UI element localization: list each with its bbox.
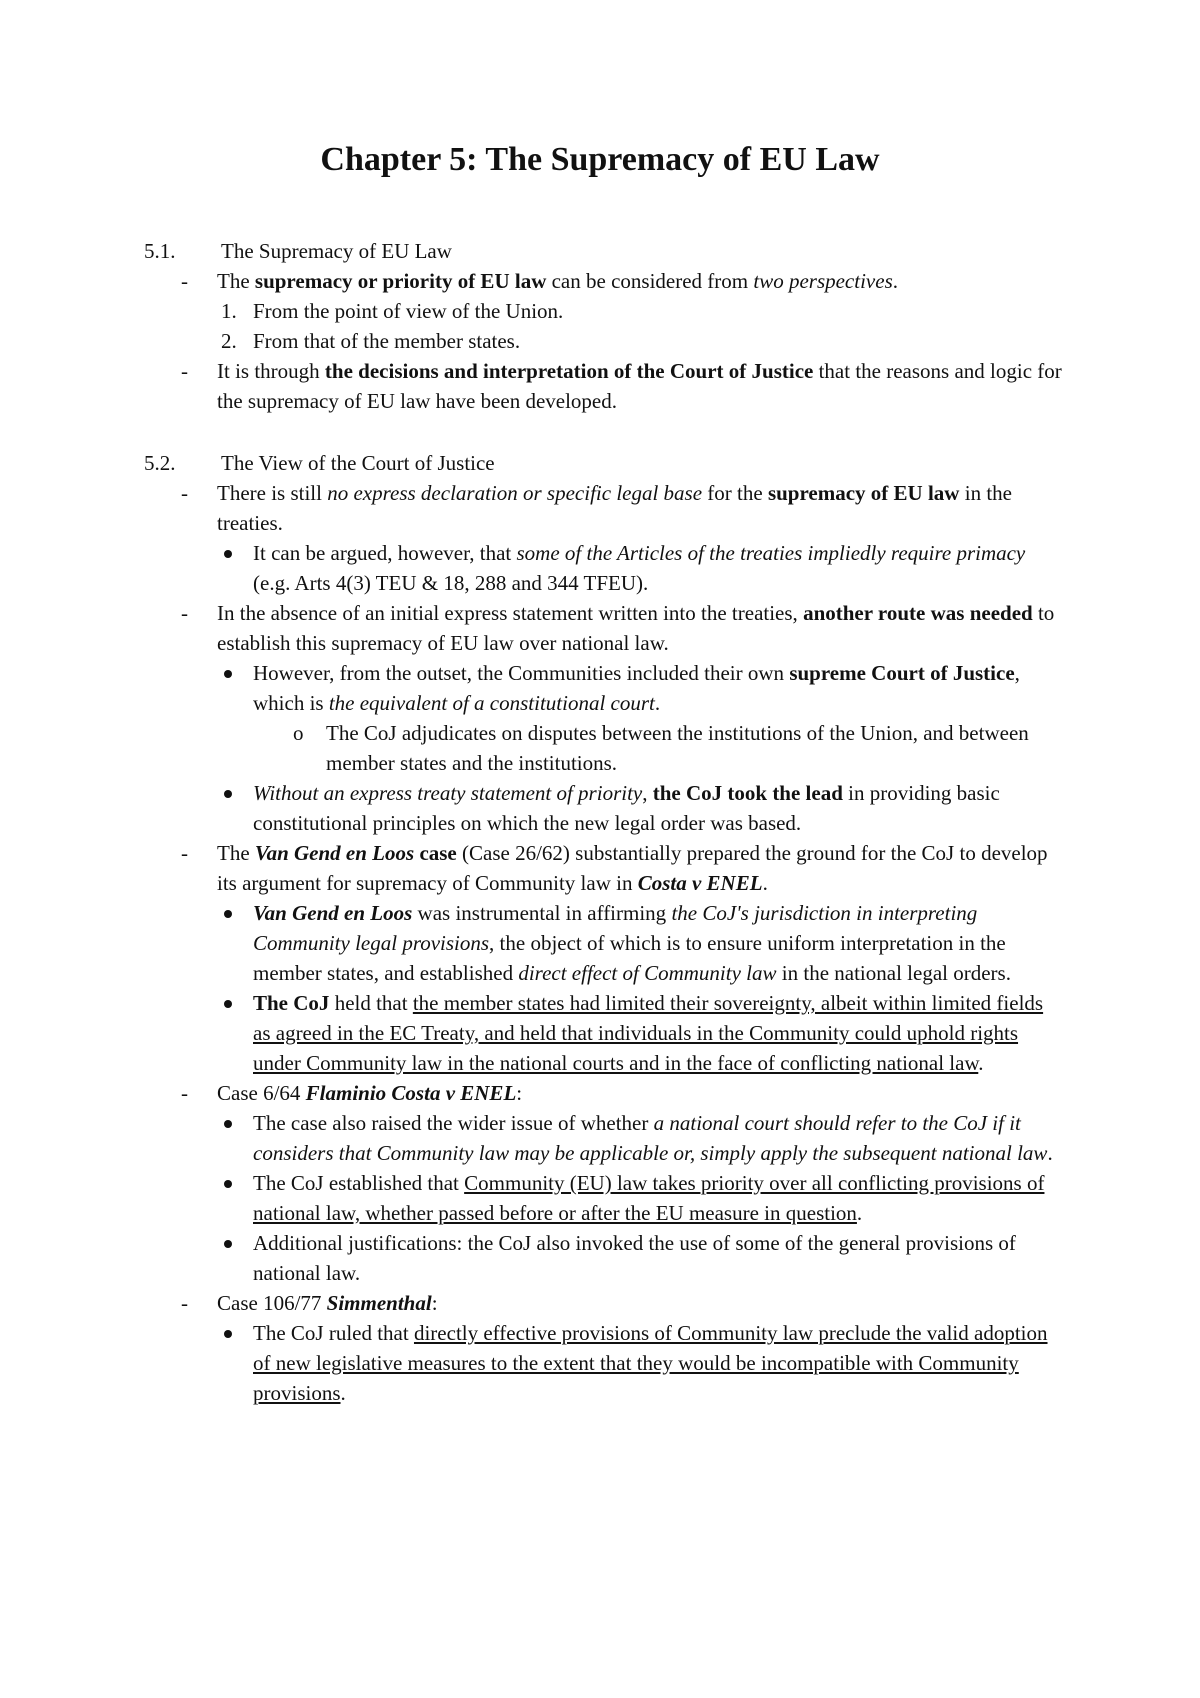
underlined-text: directly effective provisions of Community law preclude the valid adoption of new legislative measures to the extent that they would be incompatible with Community provisions	[253, 1321, 1048, 1405]
bullet-icon	[224, 1240, 232, 1248]
italic-text: some of the Articles of the treaties impliedly require primacy	[516, 541, 1026, 565]
section-title: The View of the Court of Justice	[221, 451, 495, 475]
dash-item	[144, 478, 1064, 538]
text: In the absence of an initial express statement written into the treaties,	[217, 601, 804, 625]
text: The	[217, 841, 255, 865]
bold-text: supreme Court of Justice	[789, 661, 1015, 685]
text: .	[856, 1201, 863, 1225]
bullet-item	[144, 988, 1064, 1078]
bold-text	[327, 1291, 432, 1315]
bullet-item	[144, 538, 1064, 598]
text: (e.g. Arts 4(3) TEU & 18, 288 and 344 TFEU).	[253, 571, 649, 595]
italic-text: Without an express treaty statement of priority	[253, 781, 643, 805]
bold-text	[255, 841, 414, 865]
text: :	[431, 1291, 438, 1315]
chapter-title: Chapter 5: The Supremacy of EU Law	[320, 141, 880, 178]
number-marker: 1.	[221, 299, 237, 323]
text: .	[762, 871, 768, 895]
bullet-item	[144, 1168, 1064, 1228]
text: .	[654, 691, 661, 715]
dash-marker: -	[181, 359, 188, 383]
text: can be considered from	[546, 269, 754, 293]
bullet-item	[144, 1108, 1064, 1168]
bold-italic-text: Simmenthal	[326, 1291, 432, 1315]
text: From that of the member states.	[253, 329, 521, 353]
text: The CoJ adjudicates on disputes between the institutions of the Union, and between member states and the institutions.	[326, 721, 1029, 775]
chapter-body	[144, 236, 1064, 1408]
text: It can be argued, however, that	[253, 541, 517, 565]
section-number: 5.1.	[144, 239, 176, 263]
section-heading-5-1	[144, 236, 1064, 266]
text: was instrumental in affirming	[412, 901, 672, 925]
text: in the national legal orders.	[776, 961, 1011, 985]
bold-italic-text: Van Gend en Loos	[254, 841, 415, 865]
bullet-item	[144, 778, 1064, 838]
sub-bullet-item	[144, 718, 1064, 778]
bullet-icon	[224, 1120, 232, 1128]
text: (Case 26/62) substantially prepared the ground for the CoJ to develop its argument for supremacy of Community law in	[217, 841, 1048, 895]
numbered-item	[144, 326, 1064, 356]
circle-marker: o	[293, 721, 304, 745]
text: Additional justifications: the CoJ also invoked the use of some of the general provisions of national law.	[253, 1231, 1016, 1285]
text: .	[978, 1051, 984, 1075]
italic-text: the equivalent of a constitutional court	[328, 691, 655, 715]
bullet-icon	[224, 1330, 232, 1338]
text: It is through	[217, 359, 325, 383]
text: in providing basic constitutional principles on which the new legal order was based.	[253, 781, 1000, 835]
bold-text: another route was needed	[803, 601, 1033, 625]
bullet-icon	[224, 550, 232, 558]
bullet-icon	[224, 1000, 232, 1008]
bullet-icon	[224, 790, 232, 798]
italic-text: the CoJ's jurisdiction in interpreting Community legal provisions	[253, 901, 978, 955]
bullet-icon	[224, 1180, 232, 1188]
text: to establish this supremacy of EU law over national law.	[217, 601, 1055, 655]
bold-text: case	[414, 841, 457, 865]
bold-italic-text: Flaminio Costa v ENEL	[305, 1081, 517, 1105]
bold-italic-text: Van Gend en Loos	[253, 901, 413, 925]
dash-item	[144, 598, 1064, 658]
section-number: 5.2.	[144, 451, 176, 475]
text: for the	[702, 481, 768, 505]
dash-item	[144, 356, 1064, 416]
text: The CoJ established that	[253, 1171, 465, 1195]
bullet-icon	[224, 670, 232, 678]
bullet-item	[144, 1318, 1064, 1408]
underlined-text: Community (EU) law takes priority over all conflicting provisions of national law, whether passed before or after the EU measure in question	[253, 1171, 1045, 1225]
text: .	[340, 1381, 346, 1405]
italic-text: two perspectives	[753, 269, 893, 293]
bullet-item	[144, 658, 1064, 718]
text: .	[892, 269, 898, 293]
dash-item	[144, 266, 1064, 296]
text: The CoJ ruled that	[253, 1321, 414, 1345]
section-heading-5-2	[144, 448, 1064, 478]
dash-marker: -	[181, 841, 188, 865]
dash-marker: -	[181, 1081, 188, 1105]
text: From the point of view of the Union.	[253, 299, 564, 323]
text: , the object of which is to ensure uniform interpretation in the member states, and established	[253, 931, 1006, 985]
bold-text	[638, 871, 763, 895]
text: There is still	[217, 481, 328, 505]
text: held that	[329, 991, 413, 1015]
text: .	[1047, 1141, 1053, 1165]
text: that the reasons and logic for the supremacy of EU law have been developed.	[217, 359, 1062, 413]
dash-item	[144, 1288, 1064, 1318]
text: Case 6/64	[217, 1081, 306, 1105]
number-marker: 2.	[221, 329, 237, 353]
bullet-icon	[224, 910, 232, 918]
text: , which is	[253, 661, 1020, 715]
text: The case also raised the wider issue of whether	[253, 1111, 654, 1135]
dash-marker: -	[181, 1291, 188, 1315]
italic-text: no express declaration or specific legal base	[327, 481, 703, 505]
section-title: The Supremacy of EU Law	[221, 239, 452, 263]
bold-text: the CoJ took the lead	[652, 781, 843, 805]
bullet-item	[144, 1228, 1064, 1288]
dash-marker: -	[181, 481, 188, 505]
italic-text: a national court should refer to the CoJ if it considers that Community law may be applicable or, simply apply the subsequent national law	[253, 1111, 1048, 1165]
text: Case 106/77	[217, 1291, 327, 1315]
text: The	[217, 269, 255, 293]
underlined-text: the member states had limited their sovereignty, albeit within limited fields as agreed in the EC Treaty, and held that individuals in the Community could uphold rights under Community law in the national courts and in the face of conflicting national law	[253, 991, 1044, 1075]
dash-item	[144, 838, 1064, 898]
bold-text	[253, 901, 412, 925]
bold-text: The CoJ	[253, 991, 330, 1015]
dash-item	[144, 1078, 1064, 1108]
bold-text	[306, 1081, 517, 1105]
bold-text: supremacy or priority of EU law	[254, 269, 547, 293]
italic-text: direct effect of Community law	[518, 961, 777, 985]
text: in the treaties.	[217, 481, 1012, 535]
text: However, from the outset, the Communities included their own	[253, 661, 790, 685]
dash-marker: -	[181, 601, 188, 625]
bold-italic-text: Costa v ENEL	[637, 871, 763, 895]
text: :	[516, 1081, 523, 1105]
bold-text: the decisions and interpretation of the Court of Justice	[324, 359, 814, 383]
dash-marker: -	[181, 269, 188, 293]
numbered-item	[144, 296, 1064, 326]
bold-text: supremacy of EU law	[767, 481, 960, 505]
bullet-item	[144, 898, 1064, 988]
text: ,	[642, 781, 653, 805]
